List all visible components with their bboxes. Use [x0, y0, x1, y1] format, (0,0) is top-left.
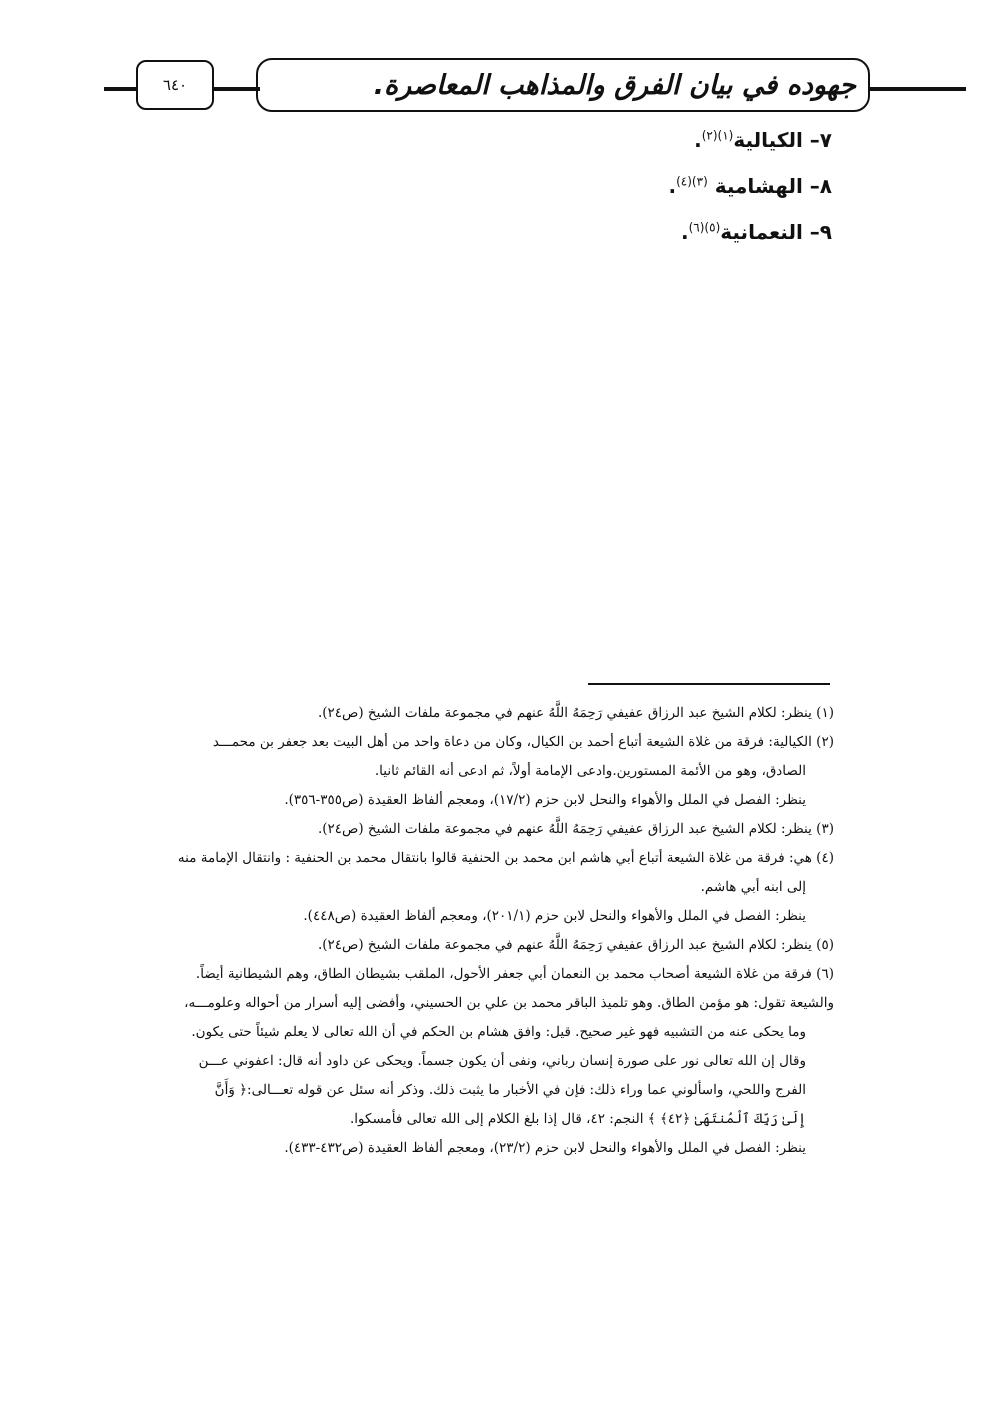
- header-rule-right: [868, 87, 966, 91]
- list-item-kayyaliya: ٧– الكيالية$^{(١)(٢)}$.: [694, 128, 832, 152]
- footnote-6: (٦) فرقة من غلاة الشيعة أصحاب محمد بن النعمان أبي جعفر الأحول، الملقب بشيطان الطاق، وهم الشيطانية أيضاً. والشيعة تقول: هو مؤمن الطاق. وهو تلميذ الباقر محمد بن علي بن الحسيني، وأفضى إليه أسرار من أحواله وعلومـــه، وما يحكى عنه من التشبيه فهو غير صحيح. قيل: وافق هشام بن الحكم في أن الله تعالى لا يعلم شيئاً حتى يكون. وقال إن الله تعالى نور على صورة إنسان رباني، ونفى أن يكون جسماً. ويحكى عن داود أنه قال: اعفوني عـــن الفرج واللحي، واسألوني عما وراء ذلك: فإن في الأخبار ما يثبت ذلك. وذكر أنه سئل عن قوله تعـــالى:﴿ وَأَنَّ إِلَىٰ رَبِّكَ ٱلْمُنتَهَىٰ ﴿٤٢﴾ ﴾ النجم: ٤٢، قال إذا بلغ الكلام إلى الله تعالى فأمسكوا. ينظر: الفصل في الملل والأهواء والنحل لابن حزم (٢٣/٢)، ومعجم ألفاظ العقيدة (ص٤٣٢-٤٣٣).: [184, 966, 834, 1156]
- footnote-refs[interactable]: (٥)(٦): [688, 220, 721, 235]
- header-title-box: [256, 58, 870, 112]
- footnote-5: (٥) ينظر: لكلام الشيخ عبد الرزاق عفيفي رَحِمَهُ اللَّهُ عنهم في مجموعة ملفات الشيخ (ص٢٤).: [317, 937, 834, 953]
- page-number: ٦٤٠: [162, 76, 188, 94]
- page-number-box: [136, 60, 214, 110]
- footnote-2: (٢) الكيالية: فرقة من غلاة الشيعة أتباع أحمد بن الكيال، وكان من دعاة واحد من أهل البيت بعد جعفر بن محمـــد الصادق، وهو من الأئمة المستورين.وادعى الإمامة أولاً، ثم ادعى أنه القائم ثانيا. ينظر: الفصل في الملل والأهواء والنحل لابن حزم (١٧/٢)، ومعجم ألفاظ العقيدة (ص٣٥٥-٣٥٦).: [212, 734, 834, 808]
- running-title: جهوده في بيان الفرق والمذاهب المعاصرة.: [373, 69, 856, 101]
- footnote-3: (٣) ينظر: لكلام الشيخ عبد الرزاق عفيفي رَحِمَهُ اللَّهُ عنهم في مجموعة ملفات الشيخ (ص٢٤).: [317, 821, 834, 837]
- footnote-separator: [588, 683, 830, 685]
- list-item-numaniya: ٩– النعمانية$^{(٥)(٦)}$.: [681, 220, 832, 244]
- footnotes: [112, 704, 834, 1168]
- header-rule-middle: [212, 87, 260, 91]
- footnote-refs[interactable]: (١)(٢): [701, 128, 734, 143]
- list-item-hashamiya: ٨– الهشامية $^{(٣)(٤)}$.: [668, 174, 832, 198]
- header-rule-left: [104, 87, 138, 91]
- footnote-1: (١) ينظر: لكلام الشيخ عبد الرزاق عفيفي رَحِمَهُ اللَّهُ عنهم في مجموعة ملفات الشيخ (ص٢٤).: [317, 705, 834, 721]
- footnote-refs[interactable]: (٣)(٤): [676, 174, 708, 189]
- item-label: ٧– الكيالية: [733, 128, 832, 152]
- footnote-4: (٤) هي: فرقة من غلاة الشيعة أتباع أبي هاشم ابن محمد بن الحنفية قالوا بانتقال محمد بن الحنفية : وانتقال الإمامة منه إلى ابنه أبي هاشم. ينظر: الفصل في الملل والأهواء والنحل لابن حزم (٢٠١/١)، ومعجم ألفاظ العقيدة (ص٤٤٨).: [177, 850, 834, 924]
- item-label: ٨– الهشامية: [707, 174, 832, 198]
- item-label: ٩– النعمانية: [720, 220, 832, 244]
- sect-list: [332, 128, 832, 266]
